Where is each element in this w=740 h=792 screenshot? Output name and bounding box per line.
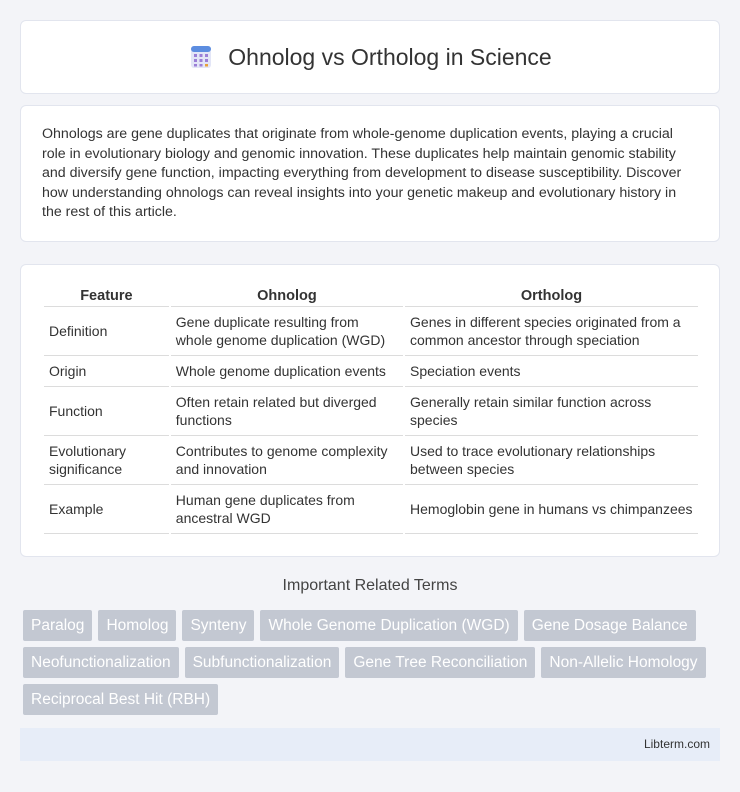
term-tag[interactable]: Paralog xyxy=(23,610,92,641)
footer-site-link[interactable]: Libterm.com xyxy=(643,737,710,751)
footer xyxy=(20,728,720,761)
term-tag[interactable]: Synteny xyxy=(182,610,254,641)
table-header-row xyxy=(44,285,698,307)
table-cell: Contributes to genome complexity and innovation xyxy=(171,436,403,485)
comparison-table xyxy=(42,285,700,534)
intro-card xyxy=(20,105,720,242)
term-tag[interactable]: Gene Tree Reconciliation xyxy=(345,647,535,678)
comparison-table-card xyxy=(20,264,720,557)
table-row xyxy=(44,387,698,436)
table-cell: Gene duplicate resulting from whole genome duplication (WGD) xyxy=(171,307,403,356)
related-terms-title: Important Related Terms xyxy=(282,577,458,594)
table-cell: Often retain related but diverged functions xyxy=(171,387,403,436)
table-cell: Function xyxy=(44,387,169,436)
table-cell: Whole genome duplication events xyxy=(171,356,403,387)
term-tag[interactable]: Non-Allelic Homology xyxy=(541,647,705,678)
table-cell: Hemoglobin gene in humans vs chimpanzees xyxy=(405,485,698,534)
table-cell: Speciation events xyxy=(405,356,698,387)
term-tag[interactable]: Subfunctionalization xyxy=(185,647,340,678)
page-title: Ohnolog vs Ortholog in Science xyxy=(228,43,552,70)
term-tag[interactable]: Homolog xyxy=(98,610,176,641)
related-terms-list xyxy=(23,610,723,715)
table-cell: Used to trace evolutionary relationships between species xyxy=(405,436,698,485)
header-ohnolog: Ohnolog xyxy=(171,285,403,307)
term-tag[interactable]: Reciprocal Best Hit (RBH) xyxy=(23,684,218,715)
table-cell: Evolutionary significance xyxy=(44,436,169,485)
intro-text: Ohnologs are gene duplicates that originate from whole-genome duplication events, playing a crucial role in evolutionary biology and genomic innovation. These duplicates help maintain genomic stability and diversify gene function, impacting everything from development to disease susceptibility. Discover how understanding ohnologs can reveal insights into your genetic makeup and evolutionary history in the rest of this article. xyxy=(42,126,682,221)
header-ortholog: Ortholog xyxy=(405,285,698,307)
table-cell: Origin xyxy=(44,356,169,387)
table-cell: Definition xyxy=(44,307,169,356)
header-card xyxy=(20,20,720,94)
term-tag[interactable]: Neofunctionalization xyxy=(23,647,179,678)
term-tag[interactable]: Whole Genome Duplication (WGD) xyxy=(260,610,517,641)
table-cell: Human gene duplicates from ancestral WGD xyxy=(171,485,403,534)
table-row xyxy=(44,356,698,387)
calculator-icon xyxy=(188,44,214,70)
table-row xyxy=(44,485,698,534)
term-tag[interactable]: Gene Dosage Balance xyxy=(524,610,696,641)
table-row xyxy=(44,307,698,356)
table-cell: Generally retain similar function across species xyxy=(405,387,698,436)
header-feature: Feature xyxy=(44,285,169,307)
table-cell: Genes in different species originated from a common ancestor through speciation xyxy=(405,307,698,356)
table-row xyxy=(44,436,698,485)
table-cell: Example xyxy=(44,485,169,534)
